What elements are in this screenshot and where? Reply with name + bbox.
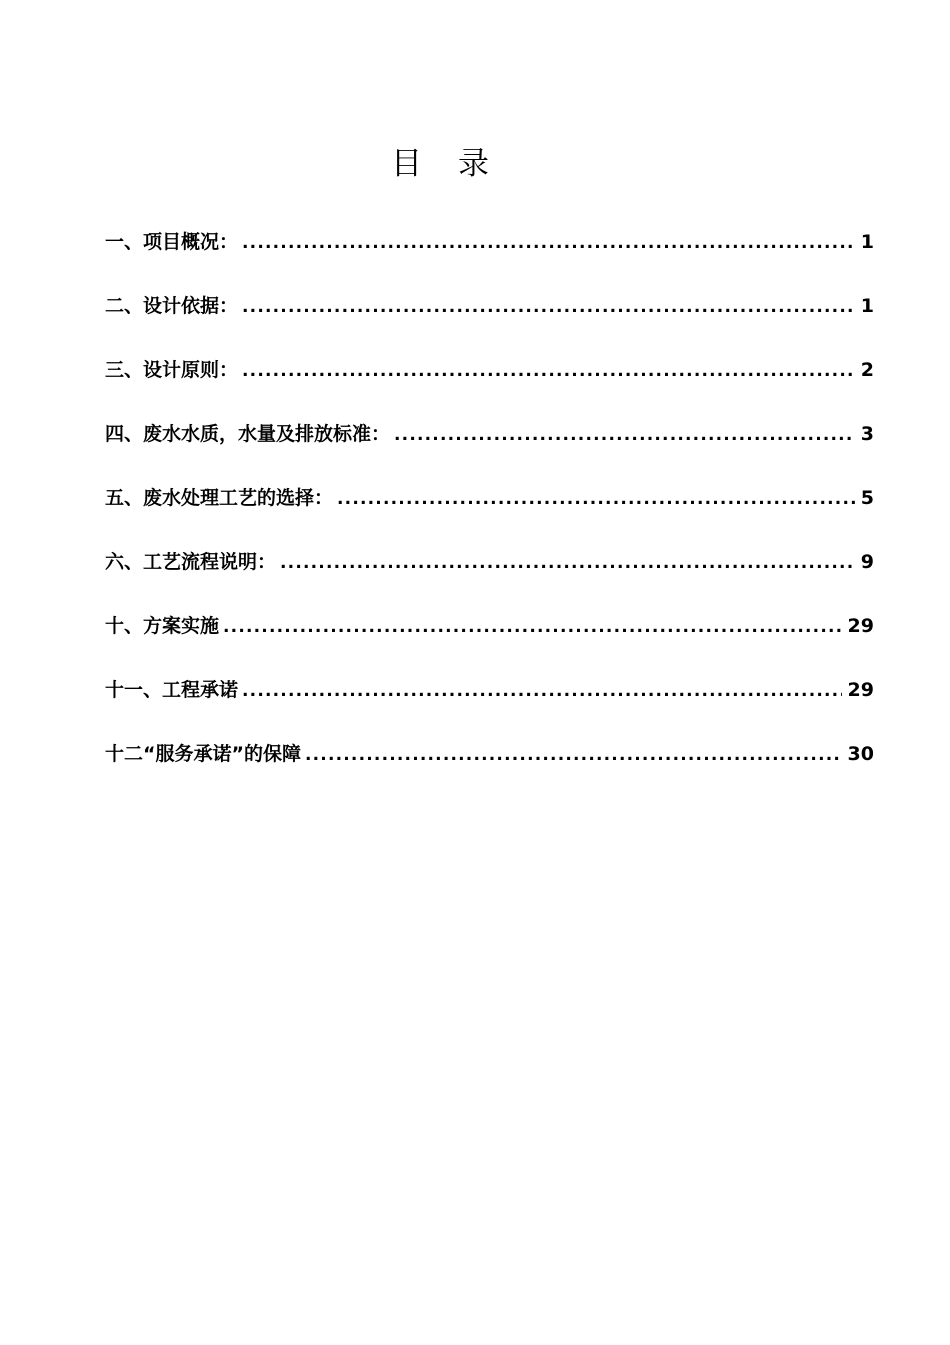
toc-entry-label: 二、设计依据： <box>105 295 239 317</box>
toc-entry-page-number: 29 <box>847 615 874 637</box>
toc-entry-page-number: 9 <box>860 551 874 573</box>
toc-entry-page-number: 1 <box>860 295 874 317</box>
toc-dot-leader <box>305 735 842 775</box>
toc-entry-project-overview[interactable] <box>105 222 874 286</box>
toc-entry-implementation[interactable] <box>105 606 874 670</box>
toc-entry-label: 三、设计原则： <box>105 359 239 381</box>
toc-dot-leader <box>223 607 842 647</box>
toc-entry-label: 十二“服务承诺”的保障 <box>105 743 301 765</box>
toc-entry-page-number: 2 <box>860 359 874 381</box>
toc-entry-service-guarantee[interactable] <box>105 734 874 798</box>
toc-dot-leader <box>242 223 855 263</box>
toc-entry-page-number: 3 <box>860 423 874 445</box>
toc-entry-design-basis[interactable] <box>105 286 874 350</box>
toc-entry-label: 一、项目概况： <box>105 231 239 253</box>
toc-entry-engineering-commitment[interactable] <box>105 670 874 734</box>
toc-entry-label: 十、方案实施 <box>105 615 220 637</box>
toc-dot-leader <box>242 351 855 391</box>
toc-entry-label: 十一、工程承诺 <box>105 679 239 701</box>
toc-dot-leader <box>242 287 855 327</box>
toc-entry-design-principles[interactable] <box>105 350 874 414</box>
toc-entry-wastewater-quality[interactable] <box>105 414 874 478</box>
toc-entry-label: 四、废水水质，水量及排放标准： <box>105 423 391 445</box>
toc-entry-page-number: 1 <box>860 231 874 253</box>
toc-entry-label: 六、工艺流程说明： <box>105 551 277 573</box>
toc-entry-page-number: 29 <box>847 679 874 701</box>
toc-dot-leader <box>337 479 855 519</box>
toc-entry-label: 五、废水处理工艺的选择： <box>105 487 334 509</box>
toc-entry-process-selection[interactable] <box>105 478 874 542</box>
toc-entry-page-number: 5 <box>860 487 874 509</box>
toc-title-char-1: 目 <box>391 146 422 182</box>
toc-dot-leader <box>280 543 855 583</box>
toc-title <box>0 138 880 190</box>
toc-entry-page-number: 30 <box>847 743 874 765</box>
toc-list <box>105 222 874 798</box>
toc-title-char-2: 录 <box>458 146 489 182</box>
toc-dot-leader <box>394 415 855 455</box>
toc-entry-process-flow[interactable] <box>105 542 874 606</box>
toc-dot-leader <box>242 671 842 711</box>
